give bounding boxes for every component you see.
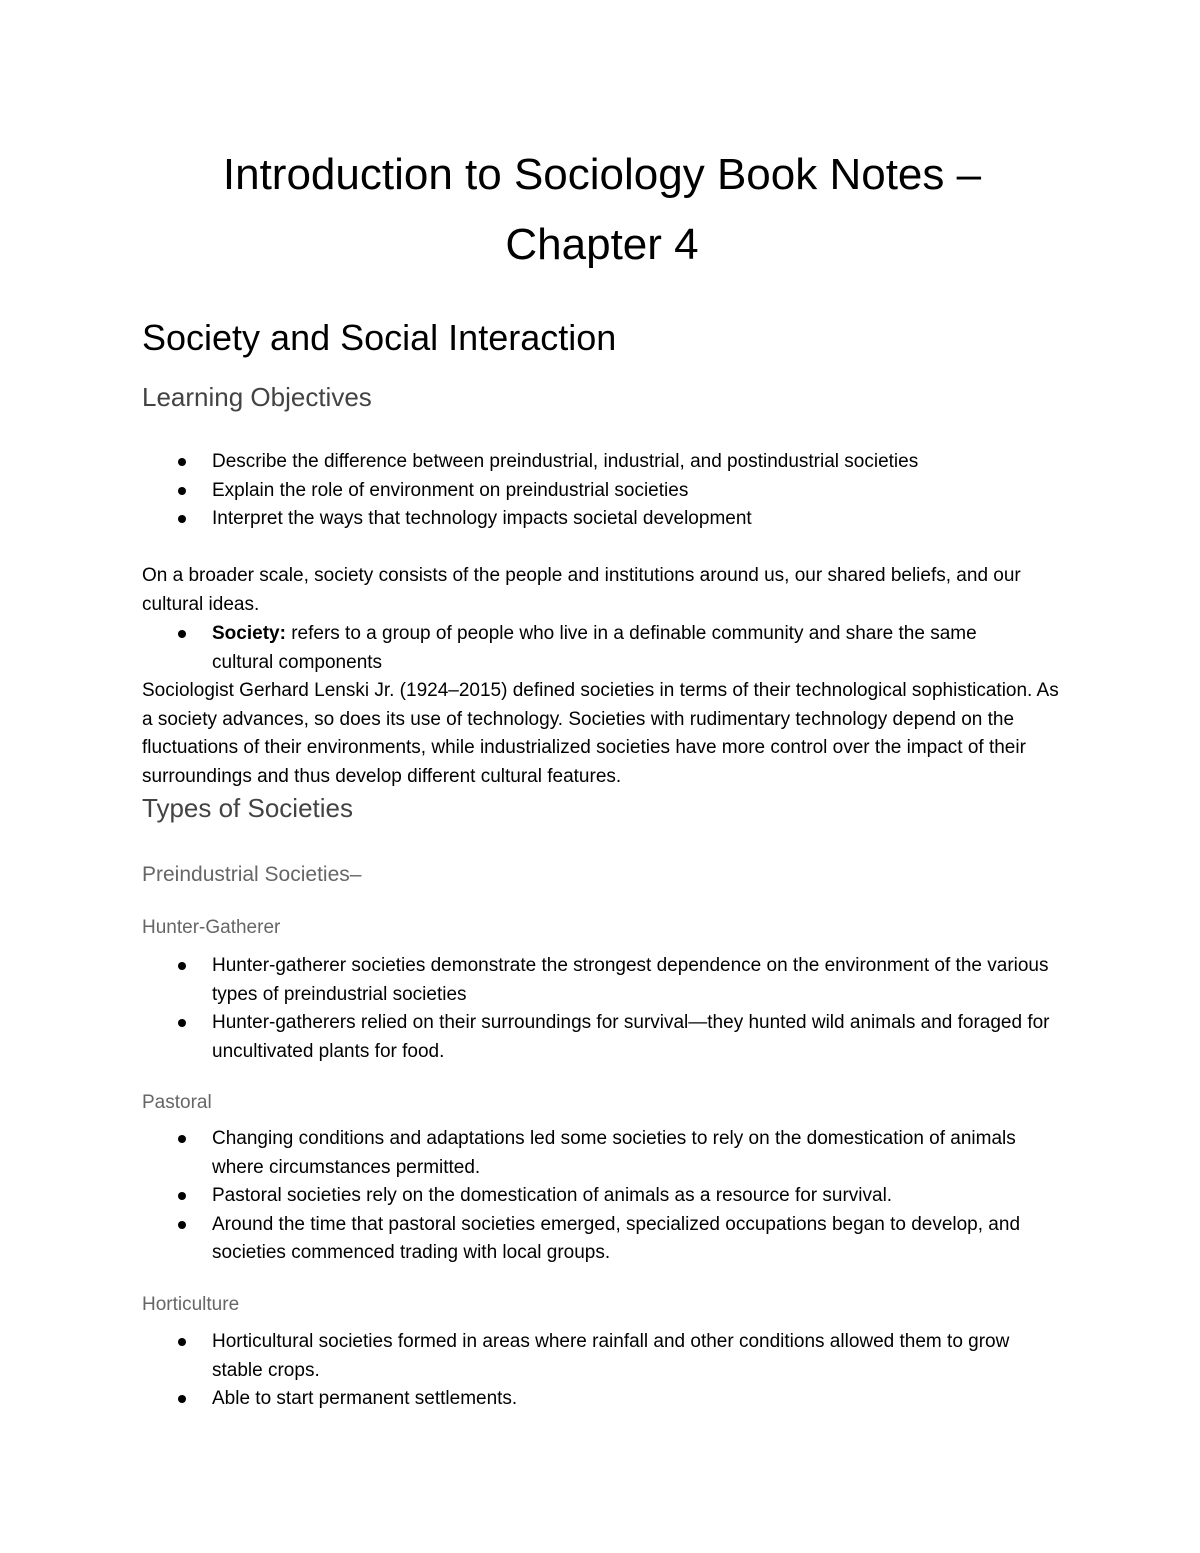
list-item-text: Interpret the ways that technology impacts societal development [212,508,752,529]
list-item [142,1125,1062,1182]
bullet-icon [178,1221,186,1229]
list-item-text: Describe the difference between preindustrial, industrial, and postindustrial societies [212,451,919,472]
list-item-text: Hunter-gatherers relied on their surroundings for survival—they hunted wild animals and foraged for uncultivated plants for food. [212,1012,1050,1062]
title-line-2: Chapter 4 [505,220,699,269]
bullet-icon [178,458,186,466]
society-term: Society: [212,623,286,644]
bullet-icon [178,1019,186,1027]
list-item [142,1211,1062,1268]
list-item [142,1009,1062,1066]
bullet-icon [178,962,186,970]
list-item-text: Pastoral societies rely on the domestication of animals as a resource for survival. [212,1185,893,1206]
list-item [142,1328,1062,1385]
list-item [142,477,1062,506]
bullet-icon [178,630,186,638]
bullet-icon [178,1338,186,1346]
list-item-text: Around the time that pastoral societies emerged, specialized occupations began to develop, and societies commenced trading with local groups. [212,1213,1021,1263]
objectives-heading: Learning Objectives [142,382,372,412]
lenski-paragraph: Sociologist Gerhard Lenski Jr. (1924–2015) defined societies in terms of their technological sophistication. As a society advances, so does its use of technology. Societies with rudimentary technology depend on the fluctuations of their environments, while industrialized societies have more control over the impact of their surroundings and thus develop different cultural features. [142,680,1059,787]
list-item-text: Explain the role of environment on preindustrial societies [212,479,689,501]
hunter-gatherer-list [142,952,1062,1066]
pastoral-list [142,1125,1062,1268]
document-title [142,140,1062,280]
intro-paragraph: On a broader scale, society consists of the people and institutions around us, our shared beliefs, and our cultural ideas. [142,565,1021,615]
preindustrial-heading: Preindustrial Societies– [142,863,362,886]
list-item-text: Hunter-gatherer societies demonstrate the strongest dependence on the environment of the various types of preindustrial societies [212,955,1049,1005]
hunter-gatherer-heading: Hunter-Gatherer [142,917,281,938]
list-item [142,448,1062,477]
list-item [142,952,1062,1009]
types-heading: Types of Societies [142,793,353,823]
objectives-list [142,448,1062,534]
bullet-icon [178,1395,186,1403]
list-item-text: Able to start permanent settlements. [212,1388,518,1409]
list-item [142,1182,1062,1211]
list-item-text: Horticultural societies formed in areas where rainfall and other conditions allowed them to grow stable crops. [212,1331,1010,1381]
list-item [142,505,1062,534]
list-item-text: Changing conditions and adaptations led some societies to rely on the domestication of animals where circumstances permitted. [212,1128,1016,1178]
bullet-icon [178,1192,186,1200]
title-line-1: Introduction to Sociology Book Notes – [222,150,982,199]
society-definition-list [142,620,1062,677]
list-item [142,620,1062,677]
horticulture-list [142,1328,1062,1414]
list-item [142,1385,1062,1414]
horticulture-heading: Horticulture [142,1294,240,1315]
society-definition: refers to a group of people who live in a definable community and share the same cultural components [212,623,977,673]
bullet-icon [178,515,186,523]
bullet-icon [178,487,186,495]
section-heading: Society and Social Interaction [142,317,617,358]
pastoral-heading: Pastoral [142,1092,212,1113]
bullet-icon [178,1135,186,1143]
